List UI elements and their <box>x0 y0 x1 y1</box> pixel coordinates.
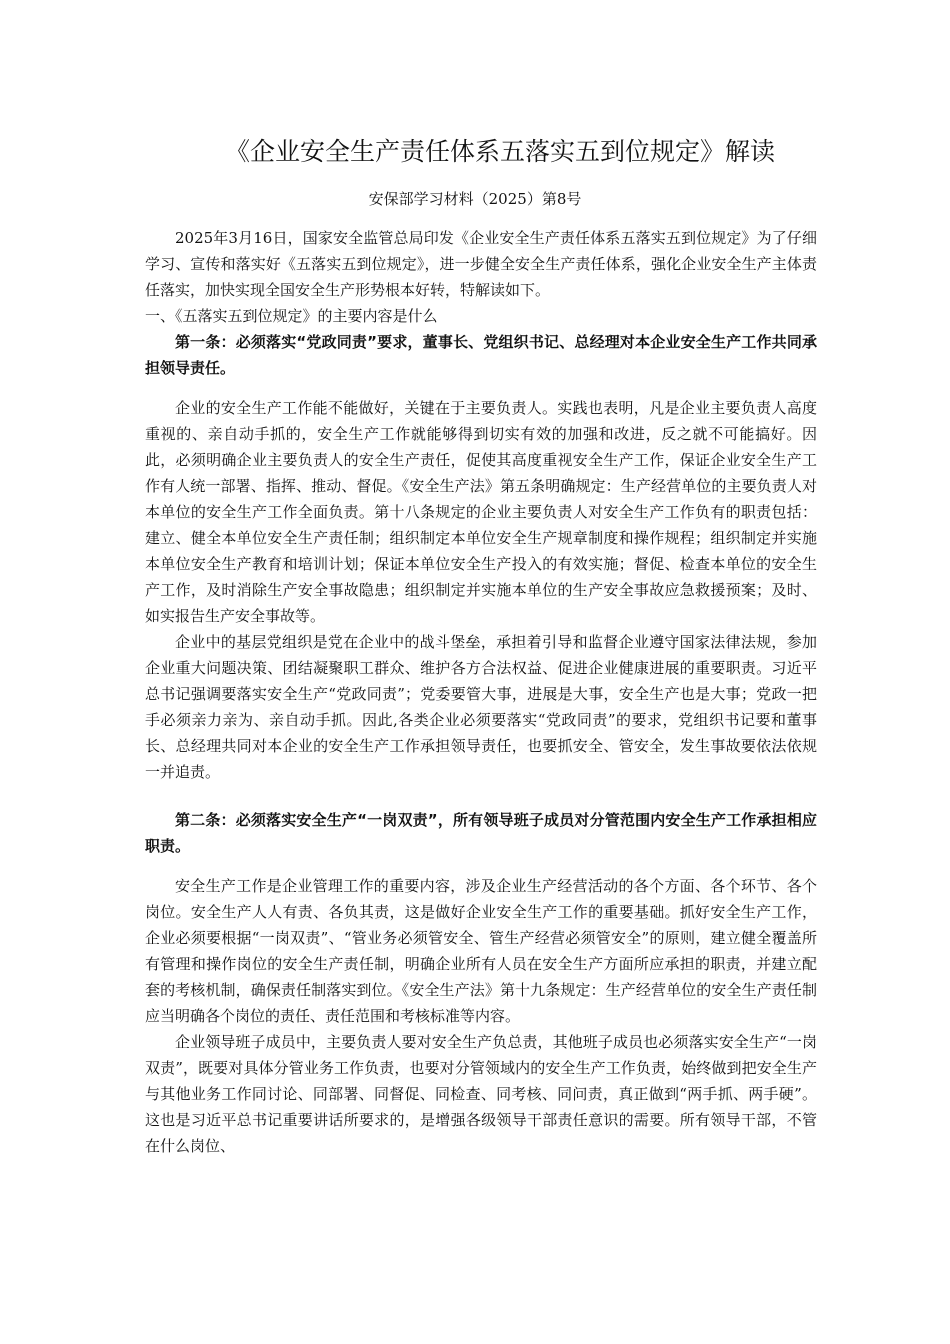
document-title: 《企业安全生产责任体系五落实五到位规定》解读 <box>224 137 775 166</box>
document-subtitle: 安保部学习材料（2025）第8号 <box>368 190 582 208</box>
article-2-heading: 第二条：必须落实安全生产“一岗双责”，所有领导班子成员对分管范围内安全生产工作承担相应职责。 <box>145 811 817 855</box>
section-heading: 一、《五落实五到位规定》的主要内容是什么 <box>145 307 438 325</box>
article-1-paragraph-1: 企业的安全生产工作能不能做好，关键在于主要负责人。实践也表明，凡是企业主要负责人高度重视的、亲自动手抓的，安全生产工作就能够得到切实有效的加强和改进，反之就不可能搞好。因此，必须明确企业主要负责人的安全生产责任，促使其高度重视安全生产工作，保证企业安全生产工作有人统一部署、指挥、推动、督促。《安全生产法》第五条明确规定：生产经营单位的主要负责人对本单位的安全生产工作全面负责。第十八条规定的企业主要负责人对安全生产工作负有的职责包括：建立、健全本单位安全生产责任制；组织制定本单位安全生产规章制度和操作规程；组织制定并实施本单位安全生产教育和培训计划；保证本单位安全生产投入的有效实施；督促、检查本单位的安全生产工作，及时消除生产安全事故隐患；组织制定并实施本单位的生产安全事故应急救援预案；及时、如实报告生产安全事故等。 <box>145 399 817 625</box>
spacer <box>145 785 817 807</box>
spacer <box>145 859 817 873</box>
spacer <box>145 381 817 395</box>
article-2-paragraph-1: 安全生产工作是企业管理工作的重要内容，涉及企业生产经营活动的各个方面、各个环节、各个岗位。安全生产人人有责、各负其责，这是做好企业安全生产工作的重要基础。抓好安全生产工作，企业必须要根据“一岗双责”、“管业务必须管安全、管生产经营必须管安全”的原则，建立健全覆盖所有管理和操作岗位的安全生产责任制，明确企业所有人员在安全生产方面所应承担的职责，并建立配套的考核机制，确保责任制落实到位。《安全生产法》第十九条规定：生产经营单位的安全生产责任制应当明确各个岗位的责任、责任范围和考核标准等内容。 <box>145 877 817 1025</box>
document-body <box>145 225 817 1159</box>
article-1-paragraph-2: 企业中的基层党组织是党在企业中的战斗堡垒，承担着引导和监督企业遵守国家法律法规，参加企业重大问题决策、团结凝聚职工群众、维护各方合法权益、促进企业健康进展的重要职责。习近平总书记强调要落实安全生产“党政同责”；党委要管大事，进展是大事，安全生产也是大事；党政一把手必须亲力亲为、亲自动手抓。因此,各类企业必须要落实“党政同责”的要求，党组织书记要和董事长、总经理共同对本企业的安全生产工作承担领导责任，也要抓安全、管安全，发生事故要依法依规一并追责。 <box>145 633 817 781</box>
intro-paragraph: 2025年3月16日，国家安全监管总局印发《企业安全生产责任体系五落实五到位规定》为了仔细学习、宣传和落实好《五落实五到位规定》，进一步健全安全生产责任体系，强化企业安全生产主体责任落实，加快实现全国安全生产形势根本好转，特解读如下。 <box>145 229 817 299</box>
article-2-paragraph-2: 企业领导班子成员中，主要负责人要对安全生产负总责，其他班子成员也必须落实安全生产“一岗双责”，既要对具体分管业务工作负责，也要对分管领域内的安全生产工作负责，始终做到把安全生产与其他业务工作同讨论、同部署、同督促、同检查、同考核、同问责，真正做到“两手抓、两手硬”。这也是习近平总书记重要讲话所要求的，是增强各级领导干部责任意识的需要。所有领导干部，不管在什么岗位、 <box>145 1033 817 1155</box>
article-1-heading: 第一条：必须落实“党政同责”要求，董事长、党组织书记、总经理对本企业安全生产工作共同承担领导责任。 <box>145 333 817 377</box>
